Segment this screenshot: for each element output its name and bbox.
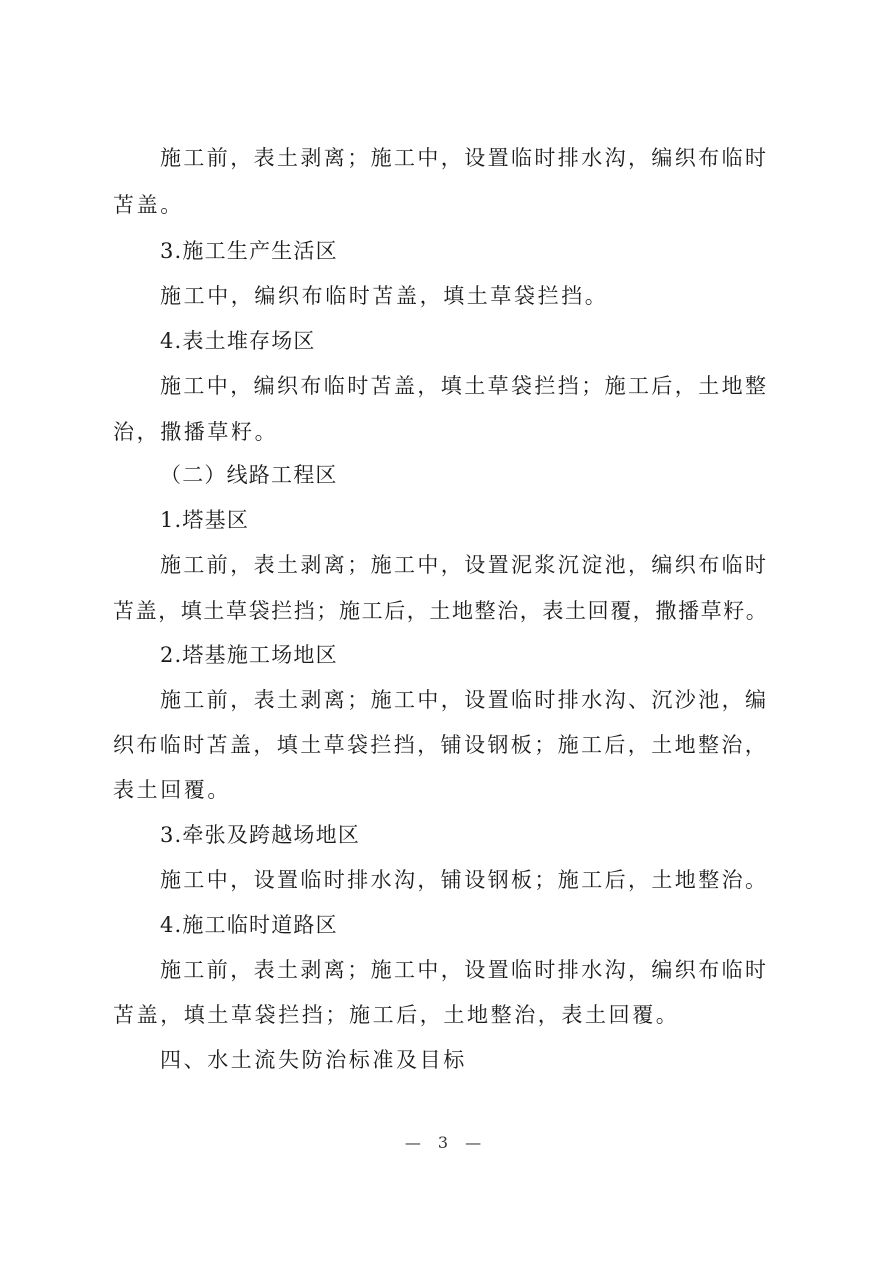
paragraph-line: 施工前，表土剥离；施工中，设置临时排水沟、沉沙池，编 (160, 688, 769, 712)
paragraph-line: 苫盖，填土草袋拦挡；施工后，土地整治，表土回覆，撒播草籽。 (113, 599, 769, 623)
page-number: — 3 — (404, 1133, 488, 1152)
section-heading: 四、水土流失防治标准及目标 (160, 1048, 467, 1072)
paragraph-line: 施工前，表土剥离；施工中，设置临时排水沟，编织布临时 (160, 146, 769, 170)
paragraph-line: 施工中，设置临时排水沟，铺设钢板；施工后，土地整治。 (160, 868, 769, 892)
paragraph-line: 施工中，编织布临时苫盖，填土草袋拦挡。 (160, 284, 609, 308)
paragraph-line: 施工前，表土剥离；施工中，设置泥浆沉淀池，编织布临时 (160, 553, 769, 577)
paragraph-line: 治，撒播草籽。 (113, 420, 279, 444)
section-heading: 4.表土堆存场区 (160, 329, 316, 353)
section-heading: 3.施工生产生活区 (160, 239, 338, 263)
section-heading: 2.塔基施工场地区 (160, 643, 338, 667)
paragraph-line: 苫盖。 (113, 193, 184, 217)
section-heading: 3.牵张及跨越场地区 (160, 823, 361, 847)
paragraph-line: 表土回覆。 (113, 778, 231, 802)
section-heading: 4.施工临时道路区 (160, 913, 338, 937)
paragraph-line: 施工中，编织布临时苫盖，填土草袋拦挡；施工后，土地整 (160, 374, 769, 398)
section-heading: （二）线路工程区 (160, 463, 338, 487)
paragraph-line: 施工前，表土剥离；施工中，设置临时排水沟，编织布临时 (160, 958, 769, 982)
paragraph-line: 织布临时苫盖，填土草袋拦挡，铺设钢板；施工后，土地整治， (113, 733, 769, 757)
section-heading: 1.塔基区 (160, 508, 250, 532)
paragraph-line: 苫盖，填土草袋拦挡；施工后，土地整治，表土回覆。 (113, 1003, 680, 1027)
